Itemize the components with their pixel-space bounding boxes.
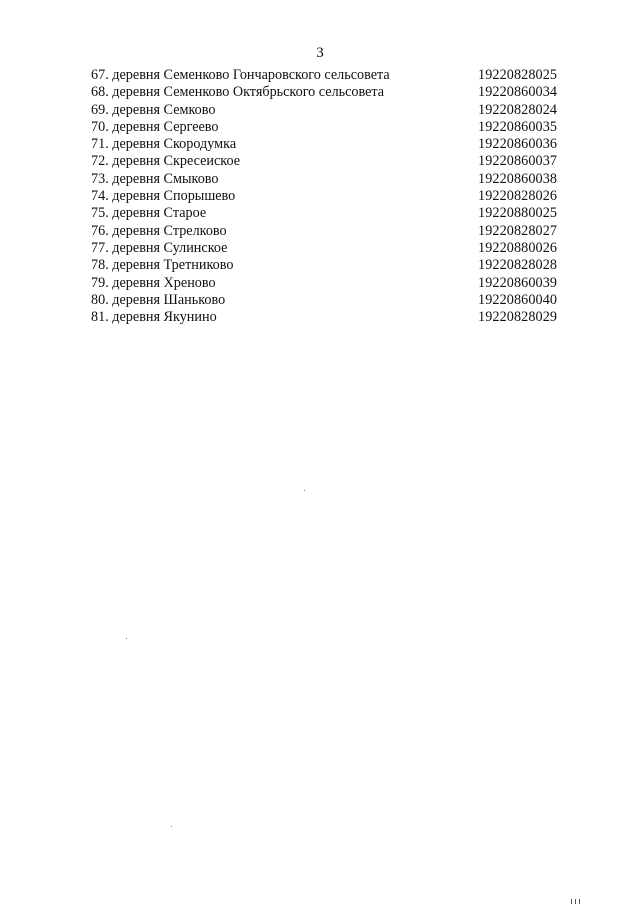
settlement-name: 67. деревня Семенково Гончаровского сельсовета bbox=[91, 67, 390, 83]
settlement-name: 68. деревня Семенково Октябрьского сельсовета bbox=[91, 84, 385, 101]
scan-tick bbox=[579, 899, 580, 904]
settlement-code: 19220860035 bbox=[478, 118, 558, 135]
settlement-code: 19220860040 bbox=[478, 291, 558, 308]
list-item bbox=[91, 240, 566, 257]
list-item bbox=[91, 67, 566, 84]
settlement-code: 19220860038 bbox=[478, 170, 558, 187]
list-item bbox=[91, 119, 566, 136]
settlement-name: 74. деревня Спорышево bbox=[91, 188, 236, 205]
page-number: 3 bbox=[316, 45, 324, 61]
list-item bbox=[91, 84, 566, 101]
settlement-name: 69. деревня Семково bbox=[91, 101, 216, 118]
settlement-name: 78. деревня Третниково bbox=[91, 257, 234, 274]
list-item bbox=[91, 292, 566, 309]
scan-speck bbox=[171, 826, 172, 827]
list-item bbox=[91, 188, 566, 205]
scan-tick bbox=[575, 899, 576, 904]
settlement-name: 81. деревня Якунино bbox=[91, 309, 217, 326]
settlement-code: 19220828024 bbox=[478, 101, 558, 118]
settlement-name: 72. деревня Скресеиское bbox=[91, 153, 241, 170]
list-item bbox=[91, 275, 566, 292]
settlement-code: 19220880026 bbox=[478, 239, 558, 256]
list-item bbox=[91, 102, 566, 119]
list-item bbox=[91, 205, 566, 222]
settlement-code: 19220828027 bbox=[478, 222, 558, 239]
settlement-name: 76. деревня Стрелково bbox=[91, 222, 227, 239]
settlement-code: 19220828028 bbox=[478, 257, 558, 274]
list-item bbox=[91, 309, 566, 326]
list-item bbox=[91, 171, 566, 188]
settlement-code: 19220880025 bbox=[478, 205, 558, 222]
scan-tick bbox=[571, 899, 572, 904]
settlement-code: 19220828029 bbox=[478, 309, 558, 326]
list-item bbox=[91, 153, 566, 170]
settlement-name: 80. деревня Шаньково bbox=[91, 291, 226, 308]
settlement-code: 19220860039 bbox=[478, 274, 558, 291]
list-item bbox=[91, 223, 566, 240]
settlement-name: 75. деревня Старое bbox=[91, 205, 207, 222]
list-item bbox=[91, 257, 566, 274]
settlement-name: 79. деревня Хреново bbox=[91, 274, 216, 291]
scan-corner-mark bbox=[571, 898, 585, 904]
settlement-code: 19220860036 bbox=[478, 136, 558, 153]
settlement-name: 73. деревня Смыково bbox=[91, 170, 219, 187]
settlement-name: 71. деревня Скородумка bbox=[91, 136, 237, 153]
list-item bbox=[91, 136, 566, 153]
settlement-code: 19220828026 bbox=[478, 188, 558, 205]
settlement-code: 19220860034 bbox=[478, 84, 558, 101]
settlement-name: 70. деревня Сергеево bbox=[91, 118, 219, 135]
settlement-code: 19220860037 bbox=[478, 153, 558, 170]
settlement-code: 19220828025 bbox=[478, 67, 558, 83]
scan-speck bbox=[126, 638, 127, 639]
scan-speck bbox=[304, 490, 305, 491]
settlement-name: 77. деревня Сулинское bbox=[91, 239, 228, 256]
settlement-list bbox=[91, 67, 566, 326]
